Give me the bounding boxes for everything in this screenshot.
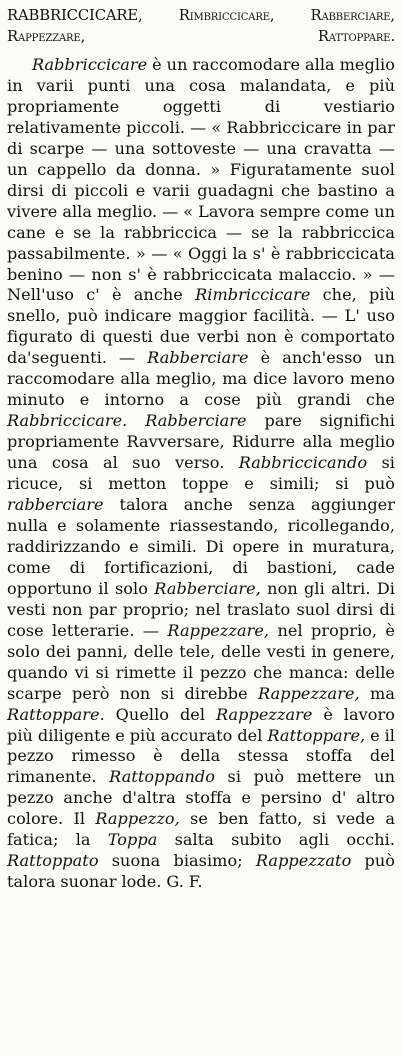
italic-term: Rabbriccicando	[238, 453, 368, 473]
body-run: si può mettere un pezzo anche d'altra stoffa e persino d' altro colore. Il	[7, 767, 395, 829]
body-run: che, più snello, può indicare maggior facilità. — L' uso figurato di questi due verbi non è comportato da'seguenti. —	[7, 285, 395, 368]
italic-term: Rattoppato	[7, 851, 99, 871]
body-run: ma	[359, 683, 395, 703]
italic-term: rabberciare	[7, 495, 104, 515]
italic-term: Rabbriccicare	[32, 55, 148, 74]
dictionary-entry	[7, 6, 395, 893]
italic-term: Toppa	[107, 830, 158, 850]
italic-term: Rabbriccicare. Rabberciare	[7, 411, 247, 431]
italic-term: Rabberciare,	[154, 578, 261, 598]
entry-synonyms: Rimbriccicare, Rabberciare, Rappezzare, Rattoppare.	[7, 7, 395, 45]
italic-term: Rappezzo,	[95, 809, 180, 829]
italic-term: Rattoppando	[109, 767, 215, 787]
body-run: è lavoro più diligente e più accurato del	[7, 704, 395, 745]
entry-body	[7, 55, 395, 893]
body-run: può talora suonar lode. G. F.	[7, 851, 396, 892]
italic-term: Rattoppare.	[7, 704, 105, 724]
entry-headword: RABBRICCICARE,	[7, 7, 143, 24]
body-run: Quello del	[104, 704, 216, 724]
italic-term: Rimbriccicare	[195, 285, 311, 305]
body-run: pare significhi propriamente Ravversare, Ridurre alla meglio una cosa al suo verso.	[7, 411, 395, 473]
body-run: è anch'esso un raccomodare alla meglio, ma dice lavoro meno minuto e intorno a cose più grandi che	[7, 348, 395, 410]
body-run: se ben fatto, si vede a fatica; la	[7, 809, 395, 850]
body-run: si ricuce, si metton toppe e simili; si può	[7, 453, 395, 494]
italic-term: Rappezzare,	[167, 620, 270, 640]
entry-heading	[7, 6, 395, 47]
italic-term: Rabberciare	[147, 348, 249, 368]
body-run: non gli altri. Di vesti non par proprio; nel traslato suol dirsi di cose letterarie. —	[7, 578, 395, 640]
body-run: talora anche senza aggiunger nulla e solamente riassestando, ricollegando, raddirizzando e simili. Di opere in muratura, come di fortificazioni, di bastioni, cade opportuno il solo	[7, 495, 395, 598]
italic-term: Rattoppare,	[267, 725, 366, 745]
body-run: salta subito agli occhi.	[157, 830, 396, 850]
body-run: e il pezzo rimesso è della stessa stoffa del rimanente.	[7, 725, 396, 787]
italic-term: Rappezzato	[255, 851, 352, 871]
italic-term: Rappezzare	[215, 704, 313, 724]
body-run: è un raccomodare alla meglio in varii punti una cosa malandata, e più propriamente oggetti di vestiario relativamente piccoli. — « Rabbriccicare in par di scarpe — una sottoveste — una cravatta — un cappello da donna. » Figuratamente suol dirsi di piccoli e varii guadagni che bastino a vivere alla meglio. — « Lavora sempre come un cane e se la rabbriccica — se la rabbriccica passabilmente. » — « Oggi la s' è rabbriccicata benino — non s' è rabbriccicata malaccio. » — Nell'uso c' è anche	[7, 55, 395, 305]
body-run: suona biasimo;	[98, 851, 256, 871]
body-run: nel proprio, è solo dei panni, delle tele, delle vesti in genere, quando vi si rimette il pezzo che manca: delle scarpe però non si direbbe	[7, 620, 395, 703]
italic-term: Rappezzare,	[258, 683, 360, 703]
